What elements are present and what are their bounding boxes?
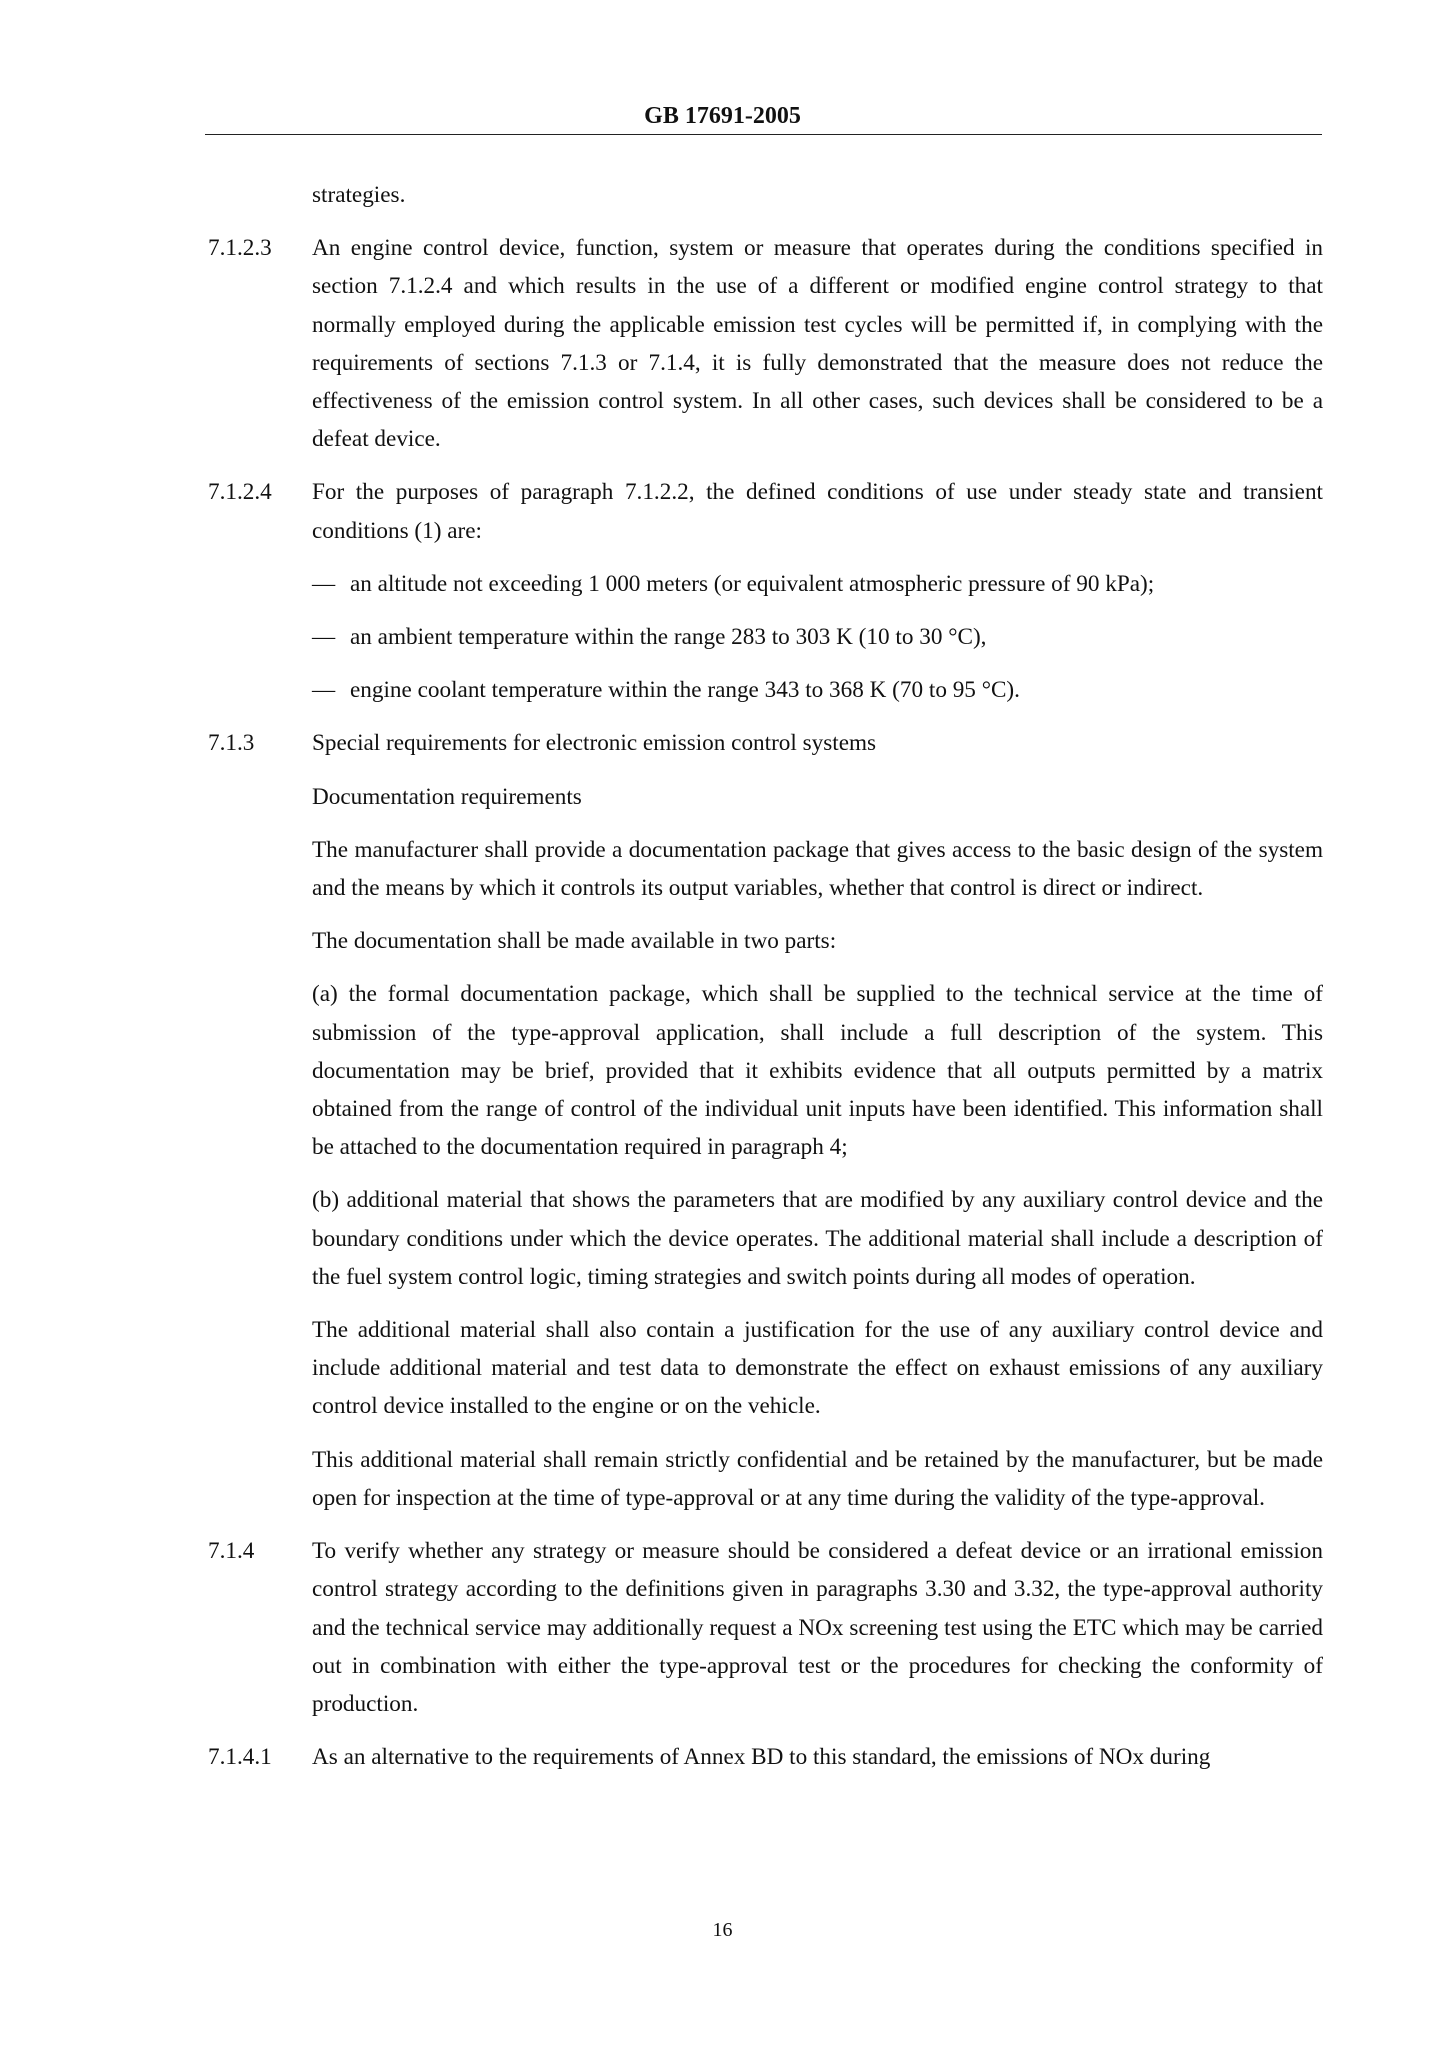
section-paragraph: As an alternative to the requirements of Annex BD to this standard, the emissions of NOx during xyxy=(312,1744,1211,1771)
section-paragraph: (a) the formal documentation package, which shall be supplied to the technical service at the time of submission of the type-approval application, shall include a full description of the system. This documentation may be brief, provided that it exhibits evidence that all outputs permitted by a matrix obtained from the range of control of the individual unit inputs have been identified. This information shall be attached to the documentation required in paragraph 4; xyxy=(312,981,1323,1161)
condition-list-item xyxy=(312,565,1323,603)
section-number: 7.1.4 xyxy=(208,1538,255,1565)
intro-paragraph: strategies. xyxy=(312,182,406,208)
intro-block xyxy=(208,176,1323,214)
section-paragraph: (b) additional material that shows the parameters that are modified by any auxiliary control device and the boundary conditions under which the device operates. The additional material shall include a description of the fuel system control logic, timing strategies and switch points during all modes of operation. xyxy=(312,1187,1323,1290)
section-paragraph: The manufacturer shall provide a documentation package that gives access to the basic design of the system and the means by which it controls its output variables, whether that control is direct or indirect. xyxy=(312,836,1323,902)
condition-list-item xyxy=(312,618,1323,656)
section-paragraph: The documentation shall be made available in two parts: xyxy=(312,928,837,955)
section-paragraph: For the purposes of paragraph 7.1.2.2, the defined conditions of use under steady state and transient conditions (1) are: xyxy=(312,479,1323,544)
section-paragraph: An engine control device, function, system or measure that operates during the conditions specified in section 7.1.2.4 and which results in the use of a different or modified engine control strategy to that normally employed during the applicable emission test cycles will be permitted if, in complying with the requirements of sections 7.1.3 or 7.1.4, it is fully demonstrated that the measure does not reduce the effectiveness of the emission control system. In all other cases, such devices shall be considered to be a defeat device. xyxy=(312,235,1323,453)
section-paragraph: To verify whether any strategy or measure should be considered a defeat device or an irrational emission control strategy according to the definitions given in paragraphs 3.30 and 3.32, the type-approval authority and the technical service may additionally request a NOx screening test using the ETC which may be carried out in combination with either the type-approval test or the procedures for checking the conformity of production. xyxy=(312,1538,1323,1717)
section-number: 7.1.2.3 xyxy=(208,235,272,262)
condition-text: an ambient temperature within the range 283 to 303 K (10 to 30 °C), xyxy=(350,624,987,651)
condition-text: engine coolant temperature within the range 343 to 368 K (70 to 95 °C). xyxy=(350,677,1020,704)
header-rule xyxy=(205,134,1322,135)
section-7-1-4 xyxy=(208,1532,1323,1723)
section-subheading: Documentation requirements xyxy=(312,783,582,810)
condition-text: an altitude not exceeding 1 000 meters (or equivalent atmospheric pressure of 90 kPa); xyxy=(350,570,1155,597)
page-number: 16 xyxy=(712,1919,733,1941)
section-7-1-3 xyxy=(208,724,1323,1517)
section-7-1-4-1 xyxy=(208,1738,1323,1776)
dash-bullet: — xyxy=(312,570,336,597)
dash-bullet: — xyxy=(312,677,336,704)
section-number: 7.1.4.1 xyxy=(208,1744,272,1771)
section-number: 7.1.3 xyxy=(208,730,255,757)
condition-list-item xyxy=(312,671,1323,709)
dash-bullet: — xyxy=(312,624,336,651)
section-7-1-2-3 xyxy=(208,229,1323,458)
section-paragraph: This additional material shall remain strictly confidential and be retained by the manufacturer, but be made open for inspection at the time of type-approval or at any time during the validity of the type-approval. xyxy=(312,1446,1323,1511)
document-header-title: GB 17691-2005 xyxy=(644,103,801,129)
section-7-1-2-4 xyxy=(208,473,1323,709)
section-heading: Special requirements for electronic emission control systems xyxy=(312,730,877,757)
document-body xyxy=(208,176,1323,1791)
section-paragraph: The additional material shall also contain a justification for the use of any auxiliary control device and include additional material and test data to demonstrate the effect on exhaust emissions of any auxiliary control device installed to the engine or on the vehicle. xyxy=(312,1317,1323,1420)
section-number: 7.1.2.4 xyxy=(208,479,272,506)
